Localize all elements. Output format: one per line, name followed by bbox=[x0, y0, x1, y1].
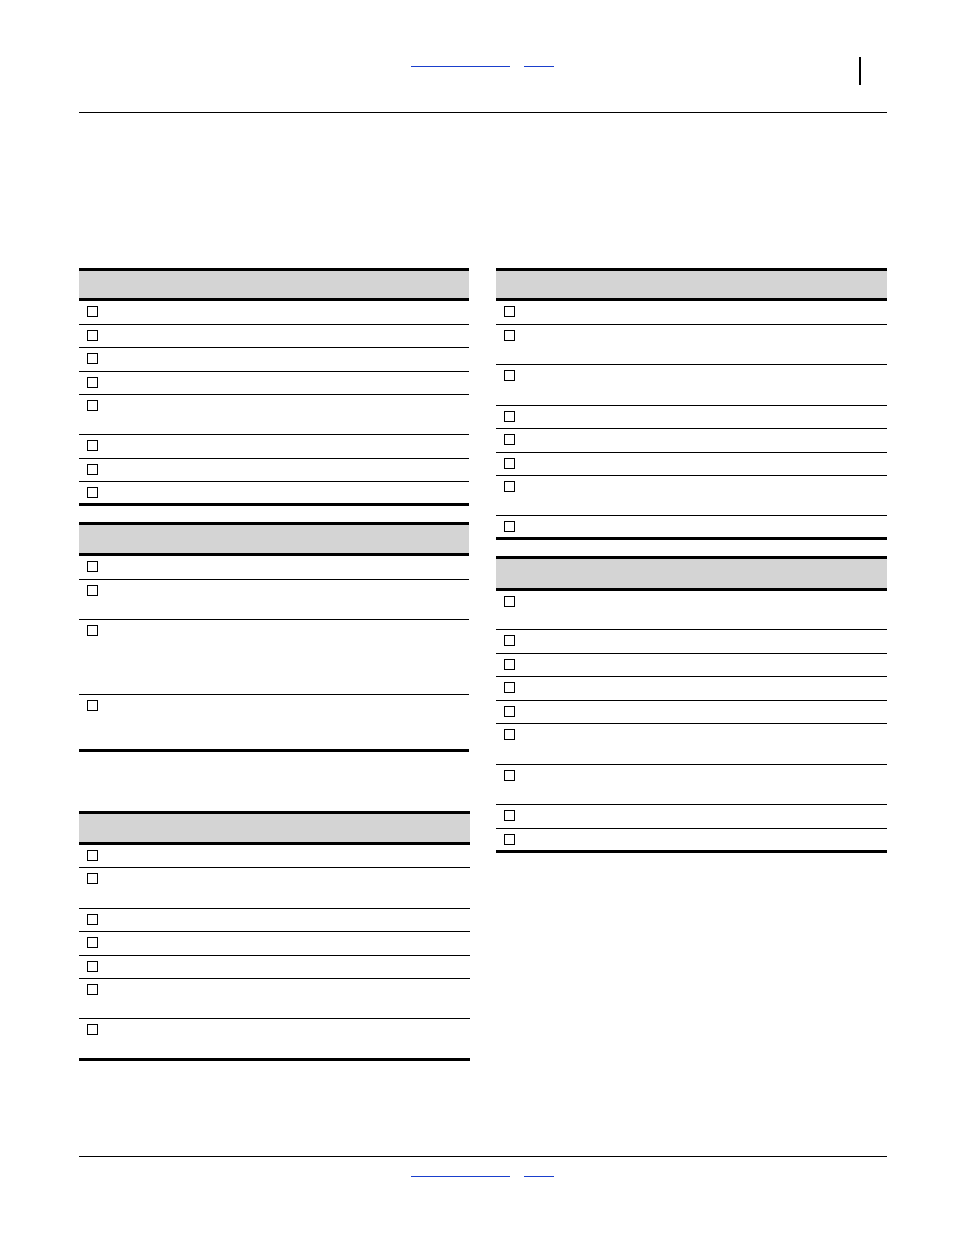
checklist-row bbox=[496, 829, 887, 853]
checklist-row bbox=[79, 435, 469, 459]
checkbox[interactable] bbox=[504, 635, 515, 646]
checkbox[interactable] bbox=[504, 330, 515, 341]
checklist-section bbox=[496, 556, 887, 853]
checklist-row bbox=[496, 406, 887, 429]
section-header bbox=[79, 811, 470, 845]
checkbox[interactable] bbox=[504, 596, 515, 607]
checklist-row bbox=[496, 365, 887, 406]
checkbox[interactable] bbox=[504, 659, 515, 670]
checkbox[interactable] bbox=[87, 306, 98, 317]
checklist-row bbox=[79, 909, 470, 932]
checkbox[interactable] bbox=[504, 770, 515, 781]
checkbox[interactable] bbox=[87, 1024, 98, 1035]
checkbox[interactable] bbox=[87, 850, 98, 861]
checkbox[interactable] bbox=[504, 306, 515, 317]
checkbox[interactable] bbox=[87, 873, 98, 884]
checklist-row bbox=[496, 591, 887, 630]
checkbox[interactable] bbox=[504, 434, 515, 445]
checklist-row bbox=[79, 301, 469, 325]
checklist-row bbox=[496, 301, 887, 325]
checklist-row bbox=[79, 348, 469, 372]
checklist-row bbox=[79, 868, 470, 909]
checkbox[interactable] bbox=[87, 330, 98, 341]
checkbox[interactable] bbox=[504, 682, 515, 693]
checkbox[interactable] bbox=[87, 400, 98, 411]
checklist-row bbox=[496, 429, 887, 453]
checklist-row bbox=[496, 476, 887, 516]
checklist-row bbox=[79, 395, 469, 435]
checkbox[interactable] bbox=[87, 625, 98, 636]
checkbox[interactable] bbox=[504, 458, 515, 469]
checklist-row bbox=[496, 516, 887, 540]
checklist-row bbox=[79, 459, 469, 482]
header-change-bar bbox=[859, 57, 861, 85]
checklist-row bbox=[496, 630, 887, 654]
checkbox[interactable] bbox=[87, 377, 98, 388]
checklist-row bbox=[496, 325, 887, 365]
checklist-row bbox=[496, 805, 887, 829]
checkbox[interactable] bbox=[504, 834, 515, 845]
checklist-row bbox=[496, 654, 887, 677]
checklist-row bbox=[496, 453, 887, 476]
checklist-row bbox=[496, 724, 887, 765]
checklist-row bbox=[79, 932, 470, 956]
checklist-row bbox=[79, 979, 470, 1019]
header-link-a[interactable] bbox=[411, 66, 510, 67]
checkbox[interactable] bbox=[504, 706, 515, 717]
checklist-row bbox=[496, 677, 887, 701]
checkbox[interactable] bbox=[87, 487, 98, 498]
row-underline-mark bbox=[79, 504, 107, 506]
checkbox[interactable] bbox=[87, 914, 98, 925]
checklist-row bbox=[79, 620, 469, 695]
footer-link-a[interactable] bbox=[411, 1176, 510, 1177]
checkbox[interactable] bbox=[504, 481, 515, 492]
checkbox[interactable] bbox=[87, 464, 98, 475]
checkbox[interactable] bbox=[87, 984, 98, 995]
checklist-row bbox=[79, 845, 470, 868]
checklist-row bbox=[79, 695, 469, 752]
checkbox[interactable] bbox=[87, 353, 98, 364]
header-rule bbox=[79, 112, 887, 113]
checklist-row bbox=[79, 956, 470, 979]
footer-link-b[interactable] bbox=[524, 1176, 554, 1177]
checkbox[interactable] bbox=[87, 937, 98, 948]
checklist-row bbox=[79, 580, 469, 620]
section-header bbox=[79, 522, 469, 556]
checklist-row bbox=[79, 1019, 470, 1061]
header-link-b[interactable] bbox=[524, 66, 554, 67]
checklist-section bbox=[79, 811, 470, 1061]
section-header bbox=[496, 268, 887, 301]
checkbox[interactable] bbox=[87, 700, 98, 711]
footer-rule bbox=[79, 1156, 887, 1157]
checklist-row bbox=[79, 325, 469, 348]
section-header bbox=[79, 268, 469, 301]
checklist-row bbox=[79, 482, 469, 506]
checklist-row bbox=[79, 556, 469, 580]
checkbox[interactable] bbox=[504, 810, 515, 821]
checkbox[interactable] bbox=[87, 961, 98, 972]
checklist-section bbox=[79, 522, 469, 752]
checkbox[interactable] bbox=[87, 561, 98, 572]
checklist-row bbox=[496, 765, 887, 805]
checklist-row bbox=[496, 701, 887, 724]
checklist-section bbox=[496, 268, 887, 540]
checklist-row bbox=[79, 372, 469, 395]
checkbox[interactable] bbox=[87, 585, 98, 596]
checkbox[interactable] bbox=[504, 411, 515, 422]
section-header bbox=[496, 556, 887, 591]
checkbox[interactable] bbox=[87, 440, 98, 451]
checkbox[interactable] bbox=[504, 729, 515, 740]
checklist-section bbox=[79, 268, 469, 506]
checkbox[interactable] bbox=[504, 521, 515, 532]
checkbox[interactable] bbox=[504, 370, 515, 381]
